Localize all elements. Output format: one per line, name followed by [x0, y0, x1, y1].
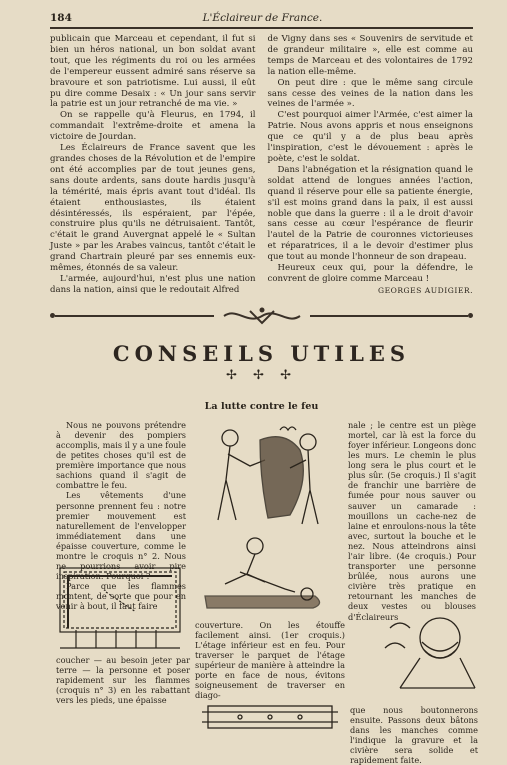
section-stars: ✢ ✢ ✢	[226, 367, 297, 383]
paragraph: Dans l'abnégation et la résignation quand le soldat attend de longues années l'action, quand il réserve pour elle sa patiente énergie, s'il est moins grand dans la paix, il est aussi noble que dans la guerre : il a le droit d'avoir sans cesse au cœur l'espérance de fleurir l'autel de la Patrie de couronnes victorieuses et réparatrices, il a le devoir d'estimer plus que tout au monde l'honneur de son drapeau.	[267, 164, 473, 263]
header-rule	[50, 27, 473, 29]
fire-article	[50, 419, 478, 765]
text-block	[350, 705, 478, 765]
text-block	[348, 420, 476, 622]
stretcher-icon	[200, 698, 340, 738]
paragraph: nale ; le centre est un piège mortel, car là est la force du foyer inférieur. Longeons donc les murs. Le chemin le plus long sera le plus court et le plus sûr. (5e croquis.) Il s'agit de franchir une barrière de fumée pour nous sauver ou sauver un camarade : mouillons un cache-nez de laine et enroulons-nous la tête avec, surtout la bouche et le nez. Nous atteindrons ainsi l'air libre. (4e croquis.) Pour transporter une personne brûlée, nous aurons une civière très pratique en retournant les manches de deux vestes ou blouses d'Éclaireurs	[348, 419, 476, 622]
paragraph: publicain que Marceau et cependant, il fut si bien un héros national, un bon soldat avant tout, que les régiments du roi ou les armées de l'empereur eussent admiré sans réserve sa bravoure et son patriotisme. Lui aussi, il eût pu dire comme Desaix : « Un jour sans servir la patrie est un jour retranché de ma vie. »	[50, 34, 256, 110]
divider-line	[310, 315, 469, 317]
paragraph: Les vêtements d'une personne prennent feu : notre premier mouvement est naturellement de l'envelopper immédiatement dans une épaisse couverture, comme le montre le croquis n° 2. Nous ne pourrions avoir pire inspiration. Pourquoi ?	[56, 490, 186, 582]
flourish-icon	[222, 305, 302, 327]
paragraph: Les Éclaireurs de France savent que les grandes choses de la Révolution et de l'empire ont été accomplies par de tout jeunes gens, sans doute ardents, sans doute hardis jusqu'à la témérité, mais épris avant tout d'idéal. Ils étaient enthousiastes, ils étaient désintéressés, ils espéraient, par l'épée, construire plus qu'ils ne détruisaient. Tantôt, c'était le grand Auvergnat appelé le « Sultan Juste » par les Arabes vaincus, tantôt c'était le grand Chartrain pleuré par ses ennemis eux-mêmes, étonnés de sa valeur.	[50, 143, 256, 274]
page-header	[50, 12, 473, 24]
article-body	[50, 34, 473, 297]
article-subtitle: La lutte contre le feu	[204, 400, 319, 412]
paragraph: de Vigny dans ses « Souvenirs de servitude et de grandeur militaire », elle est comme au temps de Marceau et des volontaires de 1792 la nation elle-même.	[267, 34, 473, 77]
blanket-sketch-icon	[190, 420, 340, 532]
ornamental-divider	[50, 305, 473, 327]
smother-sketch-icon	[195, 534, 335, 614]
paragraph: Parce que les flammes montent, de sorte que pour en venir à bout, il faut faire	[56, 581, 186, 612]
paragraph: Heureux ceux qui, pour la défendre, le convrent de gloire comme Marceau !	[267, 263, 473, 284]
page-number: 184	[50, 12, 72, 24]
paragraph: On se rappelle qu'à Fleurus, en 1794, il commandait l'extrême-droite et amena la victoire de Jourdan.	[50, 110, 256, 143]
paragraph: Nous ne pouvons prétendre à devenir des pompiers accomplis, mais il y a une foule de petites choses qu'il est de première importance que nous sachions quand il s'agit de combattre le feu.	[56, 419, 186, 491]
paragraph: On peut dire : que le même sang circule sans cesse des veines de la nation dans les veines de l'armée ».	[267, 77, 473, 110]
paragraph: que nous boutonnerons ensuite. Passons deux bâtons dans les manches comme l'indique la gravure et la civière sera solide et rapidement faite.	[350, 704, 478, 765]
text-block	[195, 620, 345, 701]
section-title: CONSEILS UTILES	[112, 340, 411, 366]
paragraph: coucher — au besoin jeter par terre — la personne et poser rapidement sur les flammes (croquis n° 3) en les rabattant vers les pieds, une épaisse	[56, 654, 190, 706]
article-column-right	[268, 34, 474, 297]
paragraph: C'est pourquoi aimer l'Armée, c'est aimer la Patrie. Nous avons appris et nous enseignons que ce qu'il y a de plus beau après l'inspiration, c'est le dévouement : après le poète, c'est le soldat.	[267, 110, 473, 164]
divider-line	[55, 315, 214, 317]
floor-plan-icon	[56, 562, 186, 652]
paragraph: L'armée, aujourd'hui, n'est plus une nation dans la nation, ainsi que le redoutait Alfred	[50, 273, 256, 295]
article-column-left	[50, 34, 256, 297]
scarf-head-icon	[380, 608, 480, 698]
divider-dot-icon	[468, 313, 473, 318]
text-block	[56, 655, 190, 705]
journal-title: L'Éclaireur de France.	[202, 12, 323, 24]
paragraph: couverture. On les étouffe facilement ainsi. (1er croquis.) L'étage inférieur est en feu. Pour traverser le parquet de l'étage supérieur de manière à atteindre la porte en face de nous, évitons soigneusement de traverser en diago-	[195, 619, 345, 701]
author-signature: GEORGES AUDIGIER.	[378, 285, 473, 295]
